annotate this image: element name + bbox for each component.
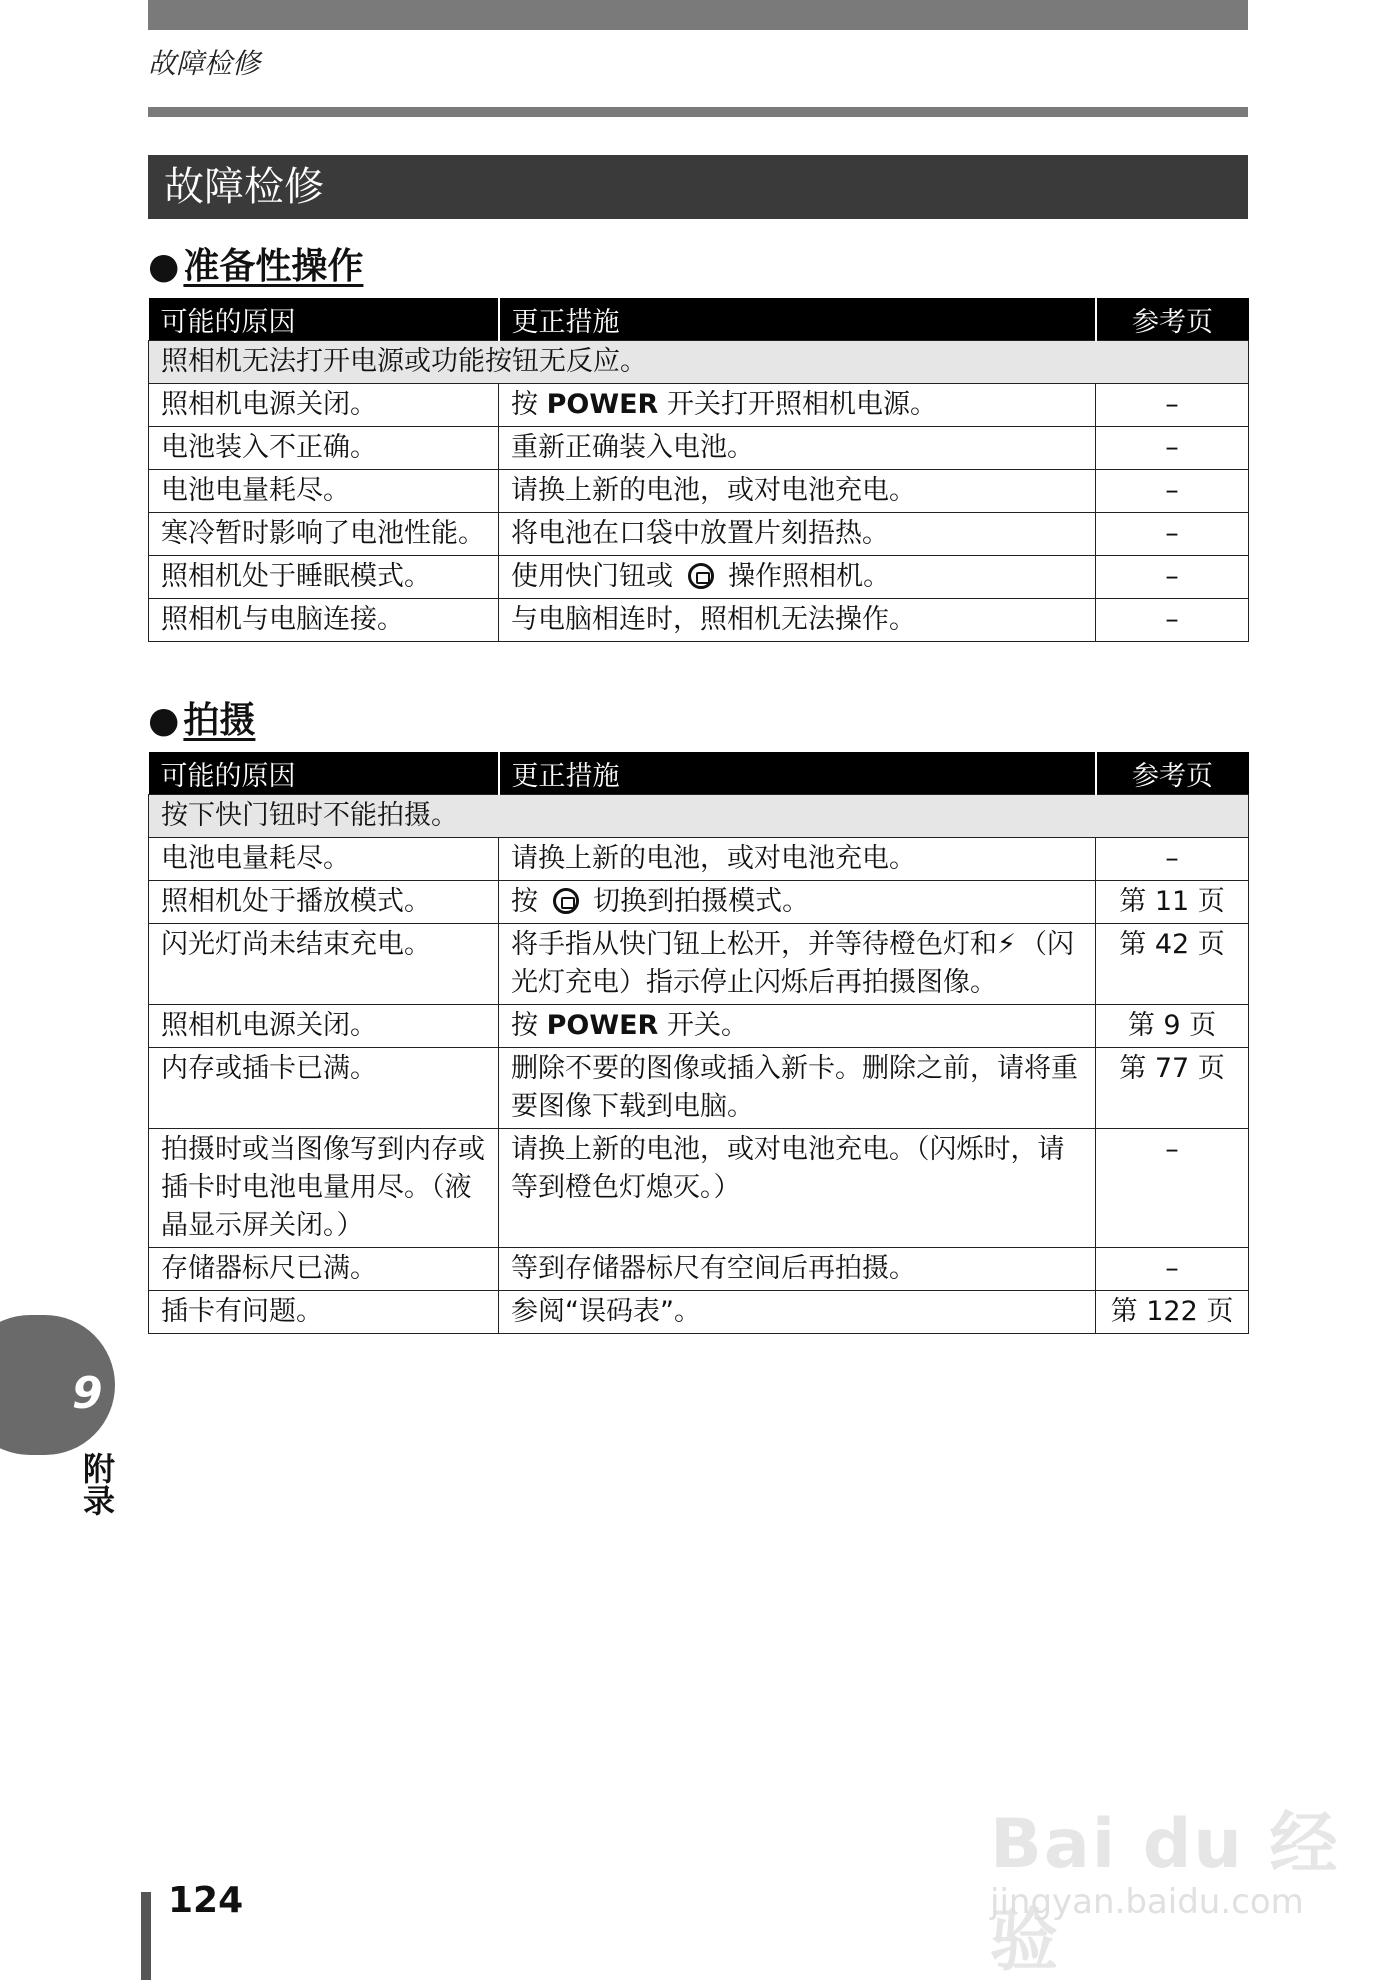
cause-cell: 插卡有问题。 xyxy=(149,1291,499,1334)
ref-cell: 第 77 页 xyxy=(1096,1048,1249,1129)
remedy-cell: 请换上新的电池，或对电池充电。 xyxy=(499,838,1096,881)
group-label: 照相机无法打开电源或功能按钮无反应。 xyxy=(149,341,1249,384)
table-row xyxy=(149,881,1249,924)
page-title: 故障检修 xyxy=(148,155,1248,219)
remedy-cell: 重新正确装入电池。 xyxy=(499,427,1096,470)
group-row xyxy=(149,795,1249,838)
remedy-cell: 与电脑相连时，照相机无法操作。 xyxy=(499,599,1096,642)
remedy-cell xyxy=(499,384,1096,427)
table-row xyxy=(149,1291,1249,1334)
flash-icon: ⚡ xyxy=(997,929,1016,960)
remedy-text: 按 xyxy=(511,389,547,420)
remedy-cell xyxy=(499,881,1096,924)
remedy-cell: 等到存储器标尺有空间后再拍摄。 xyxy=(499,1248,1096,1291)
table-row xyxy=(149,1248,1249,1291)
power-label: POWER xyxy=(546,1010,659,1041)
cause-cell: 拍摄时或当图像写到内存或插卡时电池电量用尽。（液晶显示屏关闭。） xyxy=(149,1129,499,1248)
col-remedy: 更正措施 xyxy=(499,298,1096,341)
col-cause: 可能的原因 xyxy=(149,752,499,795)
section-heading-text: 拍摄 xyxy=(183,700,256,741)
table-row xyxy=(149,838,1249,881)
remedy-text: 将手指从快门钮上松开，并等待橙色灯和 xyxy=(511,929,997,960)
camera-button-icon xyxy=(688,563,714,589)
ref-cell: – xyxy=(1096,838,1249,881)
remedy-cell: 删除不要的图像或插入新卡。删除之前，请将重要图像下载到电脑。 xyxy=(499,1048,1096,1129)
table-row xyxy=(149,427,1249,470)
ref-cell: – xyxy=(1096,599,1249,642)
remedy-text: 切换到拍摄模式。 xyxy=(584,886,810,917)
table-row xyxy=(149,924,1249,1005)
running-head: 故障检修 xyxy=(148,47,261,80)
page-number: 124 xyxy=(168,1880,244,1921)
remedy-text: 操作照相机。 xyxy=(719,561,891,592)
page-number-bar xyxy=(141,1892,151,1980)
remedy-text: 开关打开照相机电源。 xyxy=(658,389,937,420)
table-row xyxy=(149,556,1249,599)
ref-cell: 第 9 页 xyxy=(1096,1005,1249,1048)
cause-cell: 闪光灯尚未结束充电。 xyxy=(149,924,499,1005)
cause-cell: 照相机与电脑连接。 xyxy=(149,599,499,642)
chapter-label: 附录 xyxy=(78,1452,116,1516)
ref-cell: – xyxy=(1096,470,1249,513)
cause-cell: 电池装入不正确。 xyxy=(149,427,499,470)
table-row xyxy=(149,599,1249,642)
prep-table xyxy=(148,298,1249,642)
cause-cell: 电池电量耗尽。 xyxy=(149,838,499,881)
ref-cell: – xyxy=(1096,427,1249,470)
cause-cell: 照相机电源关闭。 xyxy=(149,384,499,427)
header-rule xyxy=(148,107,1248,117)
group-label: 按下快门钮时不能拍摄。 xyxy=(149,795,1249,838)
shoot-table xyxy=(148,752,1249,1334)
remedy-cell: 将电池在口袋中放置片刻捂热。 xyxy=(499,513,1096,556)
group-row xyxy=(149,341,1249,384)
camera-button-icon xyxy=(553,888,579,914)
chapter-number: 9 xyxy=(72,1368,103,1419)
bullet-icon: ● xyxy=(148,246,180,287)
table-row xyxy=(149,384,1249,427)
ref-cell: – xyxy=(1096,1129,1249,1248)
table-row xyxy=(149,1129,1249,1248)
cause-cell: 照相机处于睡眠模式。 xyxy=(149,556,499,599)
remedy-cell xyxy=(499,1005,1096,1048)
watermark-logo: Bai du 经验 xyxy=(990,1805,1340,1981)
remedy-text: 开关。 xyxy=(658,1010,748,1041)
col-cause: 可能的原因 xyxy=(149,298,499,341)
remedy-cell: 参阅“误码表”。 xyxy=(499,1291,1096,1334)
remedy-text: 按 xyxy=(511,886,547,917)
cause-cell: 照相机处于播放模式。 xyxy=(149,881,499,924)
ref-cell: 第 11 页 xyxy=(1096,881,1249,924)
ref-cell: 第 42 页 xyxy=(1096,924,1249,1005)
section-heading-prep xyxy=(148,238,363,289)
section-heading-text: 准备性操作 xyxy=(183,246,364,287)
remedy-cell: 请换上新的电池，或对电池充电。 xyxy=(499,470,1096,513)
cause-cell: 内存或插卡已满。 xyxy=(149,1048,499,1129)
power-label: POWER xyxy=(546,389,659,420)
col-ref: 参考页 xyxy=(1096,752,1249,795)
cause-cell: 寒冷暂时影响了电池性能。 xyxy=(149,513,499,556)
col-ref: 参考页 xyxy=(1096,298,1249,341)
section-heading-shoot xyxy=(148,692,255,743)
cause-cell: 存储器标尺已满。 xyxy=(149,1248,499,1291)
table-row xyxy=(149,470,1249,513)
table-header xyxy=(149,298,1249,341)
bullet-icon: ● xyxy=(148,700,180,741)
table-row xyxy=(149,1005,1249,1048)
remedy-text: 使用快门钮或 xyxy=(511,561,682,592)
col-remedy: 更正措施 xyxy=(499,752,1096,795)
remedy-text: 按 xyxy=(511,1010,547,1041)
remedy-cell xyxy=(499,556,1096,599)
watermark-url: jingyan.baidu.com xyxy=(990,1882,1304,1922)
cause-cell: 照相机电源关闭。 xyxy=(149,1005,499,1048)
ref-cell: – xyxy=(1096,513,1249,556)
table-row xyxy=(149,513,1249,556)
table-row xyxy=(149,1048,1249,1129)
ref-cell: 第 122 页 xyxy=(1096,1291,1249,1334)
table-header xyxy=(149,752,1249,795)
ref-cell: – xyxy=(1096,1248,1249,1291)
remedy-cell xyxy=(499,924,1096,1005)
ref-cell: – xyxy=(1096,384,1249,427)
top-gray-bar xyxy=(148,0,1248,30)
remedy-text: （闪光灯充电）指示停止闪烁后再拍摄图像。 xyxy=(511,929,1074,998)
remedy-cell: 请换上新的电池，或对电池充电。（闪烁时，请等到橙色灯熄灭。） xyxy=(499,1129,1096,1248)
ref-cell: – xyxy=(1096,556,1249,599)
cause-cell: 电池电量耗尽。 xyxy=(149,470,499,513)
